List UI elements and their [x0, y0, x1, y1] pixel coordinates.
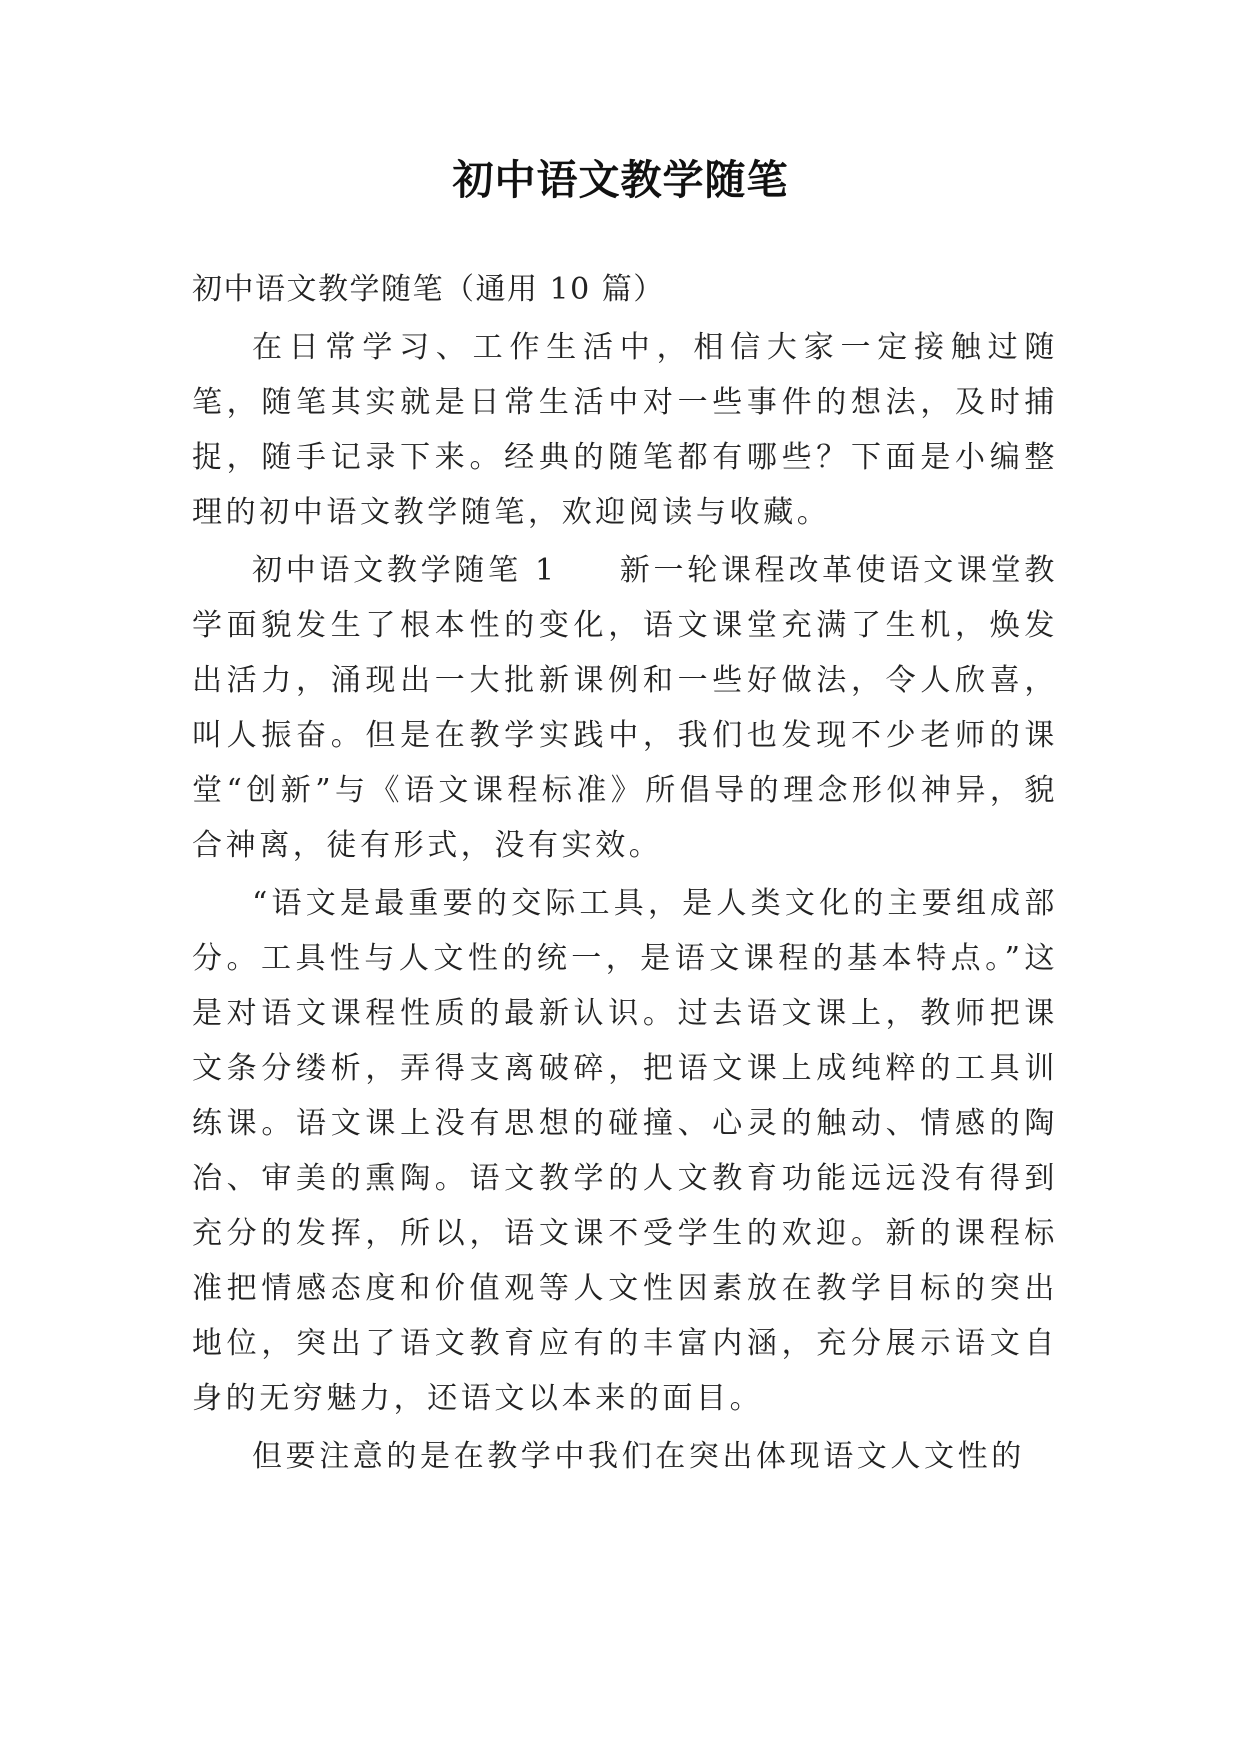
section-1-text: 新一轮课程改革使语文课堂教学面貌发生了根本性的变化，语文课堂充满了生机，焕发出活力，涌现出一大批新课例和一些好做法，令人欣喜，叫人振奋。但是在教学实践中，我们也发现不少老师的课堂“创新”与《语文课程标准》所倡导的理念形似神异，貌合神离，徒有形式，没有实效。 — [192, 553, 1058, 863]
section-1-heading: 初中语文教学随笔 1 — [252, 553, 558, 588]
intro-paragraph: 在日常学习、工作生活中，相信大家一定接触过随笔，随笔其实就是日常生活中对一些事件的想法，及时捕捉，随手记录下来。经典的随笔都有哪些？下面是小编整理的初中语文教学随笔，欢迎阅读与收藏。 — [192, 330, 1058, 530]
body-paragraph-3: 但要注意的是在教学中我们在突出体现语文人文性的 — [252, 1439, 1025, 1474]
section-1-paragraph — [192, 543, 1058, 873]
document-body — [192, 262, 1058, 1487]
document-subtitle: 初中语文教学随笔（通用 10 篇） — [192, 272, 665, 307]
body-paragraph-2: “语文是最重要的交际工具，是人类文化的主要组成部分。工具性与人文性的统一，是语文课程的基本特点。”这是对语文课程性质的最新认识。过去语文课上，教师把课文条分缕析，弄得支离破碎，把语文课上成纯粹的工具训练课。语文课上没有思想的碰撞、心灵的触动、情感的陶冶、审美的熏陶。语文教学的人文教育功能远远没有得到充分的发挥，所以，语文课不受学生的欢迎。新的课程标准把情感态度和价值观等人文性因素放在教学目标的突出地位，突出了语文教育应有的丰富内涵，充分展示语文自身的无穷魅力，还语文以本来的面目。 — [192, 886, 1058, 1416]
document-title: 初中语文教学随笔 — [452, 156, 789, 204]
